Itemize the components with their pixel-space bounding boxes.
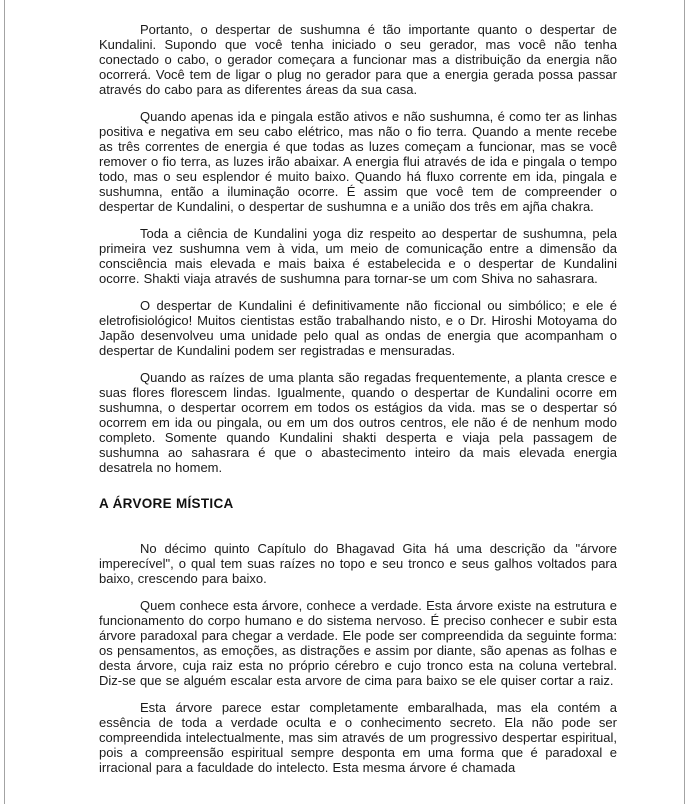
page-right-border: [684, 0, 685, 804]
paragraph-tree-hidden-truth: Esta árvore parece estar completamente embaralhada, mas ela contém a essência de toda a verdade oculta e o conhecimento secreto. Ela não pode ser compreendida intelectualmente, mas sim através de um progressivo despertar espiritual, pois a compreensão espiritual sempre desponta em uma forma que é paradoxal e irracional para a faculdade do intelecto. Esta mesma árvore é chamada: [99, 700, 617, 775]
paragraph-electrophysiological: O despertar de Kundalini é definitivamente não ficcional ou simbólico; e ele é eletrofisiológico! Muitos cientistas estão trabalhando nisto, e o Dr. Hiroshi Motoyama do Japão desenvolveu uma unidade pelo qual as ondas de energia que acompanham o despertar de Kundalini podem ser registradas e mensuradas.: [99, 298, 617, 358]
paragraph-science-of-kundalini: Toda a ciência de Kundalini yoga diz respeito ao despertar de sushumna, pela primeira vez sushumna vem à vida, um meio de comunicação entre a dimensão da consciência mais elevada e mais baixa é estabelecida e o despertar de Kundalini ocorre. Shakti viaja através de sushumna para tornar-se um com Shiva no sahasrara.: [99, 226, 617, 286]
page-left-border: [4, 0, 5, 804]
section-heading-arvore-mistica: A ÁRVORE MÍSTICA: [99, 496, 234, 511]
paragraph-knowing-the-tree: Quem conhece esta árvore, conhece a verdade. Esta árvore existe na estrutura e funcionamento do corpo humano e do sistema nervoso. É preciso conhecer e subir esta árvore paradoxal para chegar a verdade. Ele pode ser compreendida da seguinte forma: os pensamentos, as emoções, as distrações e assim por diante, são apenas as folhas e desta árvore, cuja raiz esta no próprio cérebro e cujo tronco esta na coluna vertebral. Diz-se que se alguém escalar esta arvore de cima para baixo se ele quiser cortar a raiz.: [99, 598, 617, 688]
paragraph-plant-roots: Quando as raízes de uma planta são regadas frequentemente, a planta cresce e suas flores florescem lindas. Igualmente, quando o despertar de Kundalini ocorre em sushumna, o despertar ocorrem em todos os estágios da vida. mas se o despertar só ocorrem em ida ou pingala, ou em um dos outros centros, ele não é de nenhum modo completo. Somente quando Kundalini shakti desperta e viaja pela passagem de sushumna ao sahasrara é que o abastecimento inteiro da mais elevada energia desatrela no homem.: [99, 370, 617, 475]
document-content: [99, 0, 617, 787]
paragraph-bhagavad-gita-tree: No décimo quinto Capítulo do Bhagavad Gita há uma descrição da "árvore imperecível", o qual tem suas raízes no topo e seu tronco e seus galhos voltados para baixo, crescendo para baixo.: [99, 541, 617, 586]
paragraph-sushumna-generator: Portanto, o despertar de sushumna é tão importante quanto o despertar de Kundalini. Supondo que você tenha iniciado o seu gerador, mas você não tenha conectado o cabo, o gerador começara a funcionar mas a distribuição da energia não ocorrerá. Você tem de ligar o plug no gerador para que a energia gerada possa passar através do cabo para as diferentes áreas da sua casa.: [99, 22, 617, 97]
paragraph-ida-pingala-wires: Quando apenas ida e pingala estão ativos e não sushumna, é como ter as linhas positiva e negativa em seu cabo elétrico, mas não o fio terra. Quando a mente recebe as três correntes de energia é que todas as luzes começam a funcionar, mas se você remover o fio terra, as luzes irão abaixar. A energia flui através de ida e pingala o tempo todo, mas o seu esplendor é muito baixo. Quando há fluxo corrente em ida, pingala e sushumna, então a iluminação ocorre. É assim que você tem de compreender o despertar de Kundalini, o despertar de sushumna e a união dos três em ajña chakra.: [99, 109, 617, 214]
